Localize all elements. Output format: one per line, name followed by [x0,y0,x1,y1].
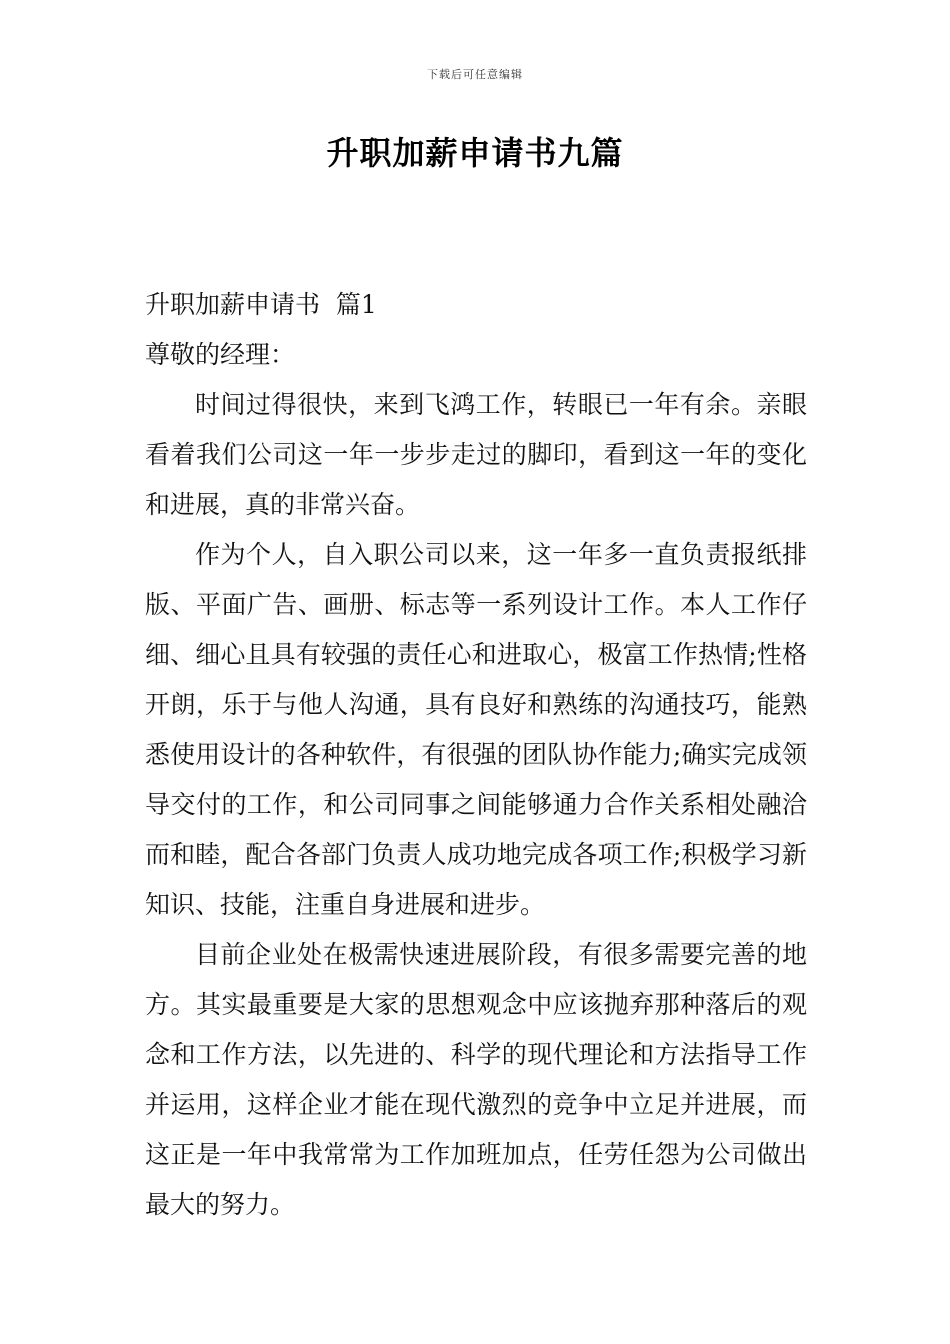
body-paragraph-3: 目前企业处在极需快速进展阶段，有很多需要完善的地方。其实最重要是大家的思想观念中应该抛弃那种落后的观念和工作方法，以先进的、科学的现代理论和方法指导工作并运用，这样企业才能在现代激烈的竞争中立足并进展，而这正是一年中我常常为工作加班加点，任劳任怨为公司做出最大的努力。 [145,940,807,1219]
header-note: 下载后可任意编辑 [427,68,523,81]
section-heading: 升职加薪申请书 篇1 [145,290,377,319]
document-body [145,280,807,1230]
body-paragraph-1: 时间过得很快，来到飞鸿工作，转眼已一年有余。亲眼看着我们公司这一年一步步走过的脚印，看到这一年的变化和进展，真的非常兴奋。 [145,390,807,519]
document-title: 升职加薪申请书九篇 [326,134,624,172]
salutation: 尊敬的经理： [145,340,296,369]
body-paragraph-2: 作为个人，自入职公司以来，这一年多一直负责报纸排版、平面广告、画册、标志等一系列设计工作。本人工作仔细、细心且具有较强的责任心和进取心，极富工作热情;性格开朗，乐于与他人沟通，具有良好和熟练的沟通技巧，能熟悉使用设计的各种软件，有很强的团队协作能力;确实完成领导交付的工作，和公司同事之间能够通力合作关系相处融洽而和睦，配合各部门负责人成功地完成各项工作;积极学习新知识、技能，注重自身进展和进步。 [145,540,807,919]
